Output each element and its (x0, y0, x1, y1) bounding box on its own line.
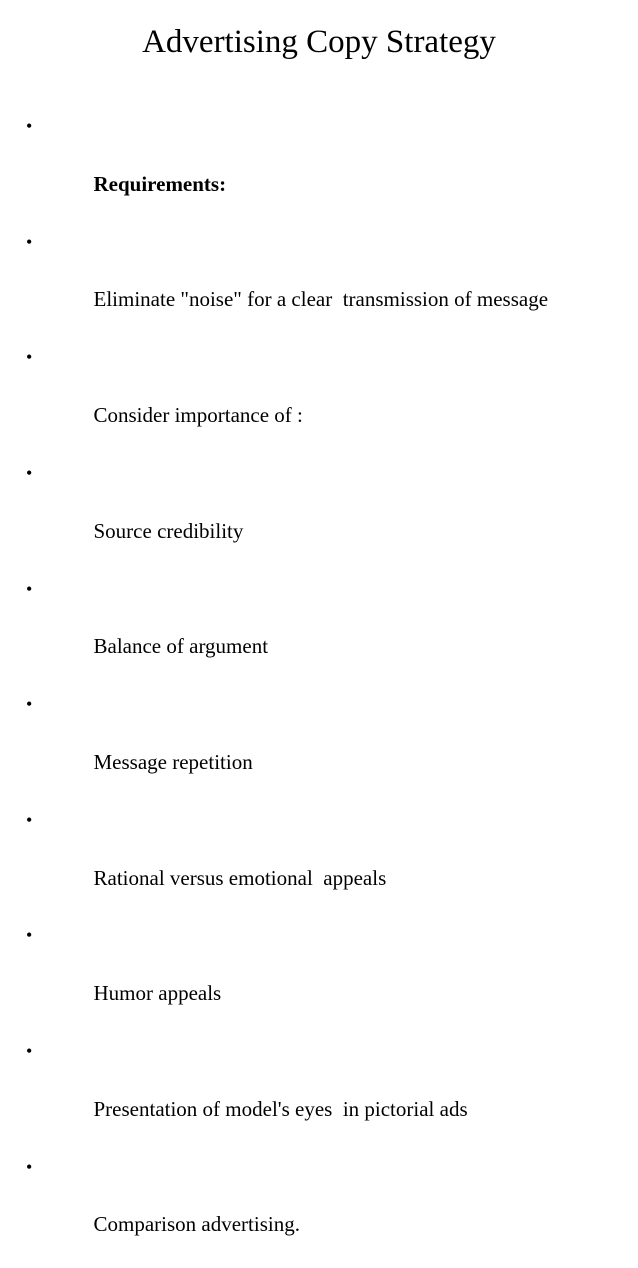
bullet-icon: • (26, 231, 33, 252)
bullet-item-eliminate-noise (26, 228, 548, 344)
bullet-item-balance-of-argument (26, 575, 548, 691)
bullet-text: Presentation of model's eyes in pictorial ads (93, 1096, 468, 1121)
bullet-text: Consider importance of : (93, 403, 303, 428)
bullet-icon: • (26, 694, 33, 715)
bullet-item-comparison-advertising (26, 1153, 548, 1268)
bullet-item-requirements (26, 112, 548, 228)
bullet-icon: • (26, 116, 33, 136)
bullet-text: Rational versus emotional appeals (93, 865, 387, 890)
bullet-text: Requirements: (93, 171, 227, 196)
bullet-item-source-credibility (26, 459, 548, 575)
bullet-item-message-repetition (26, 690, 548, 806)
bullet-item-rational-vs-emotional (26, 806, 548, 922)
bullet-icon: • (26, 462, 33, 483)
bullet-text: Humor appeals (93, 981, 222, 1006)
bullet-icon: • (26, 578, 33, 599)
bullet-icon: • (26, 347, 33, 368)
bullet-text: Source credibility (93, 518, 244, 543)
bullet-icon: • (26, 809, 33, 830)
bullet-icon: • (26, 1156, 33, 1177)
bullet-text: Comparison advertising. (93, 1212, 300, 1237)
bullet-item-models-eyes (26, 1037, 548, 1153)
bullet-text: Message repetition (93, 749, 253, 774)
slide-title: Advertising Copy Strategy (142, 24, 496, 60)
bullet-item-humor-appeals (26, 921, 548, 1037)
bullet-item-consider-importance (26, 343, 548, 459)
bullet-text: Balance of argument (93, 634, 269, 659)
bullet-icon: • (26, 925, 33, 946)
bullet-list (26, 112, 548, 1268)
bullet-icon: • (26, 1041, 33, 1061)
bullet-text: Eliminate "noise" for a clear transmission of message (93, 287, 549, 312)
